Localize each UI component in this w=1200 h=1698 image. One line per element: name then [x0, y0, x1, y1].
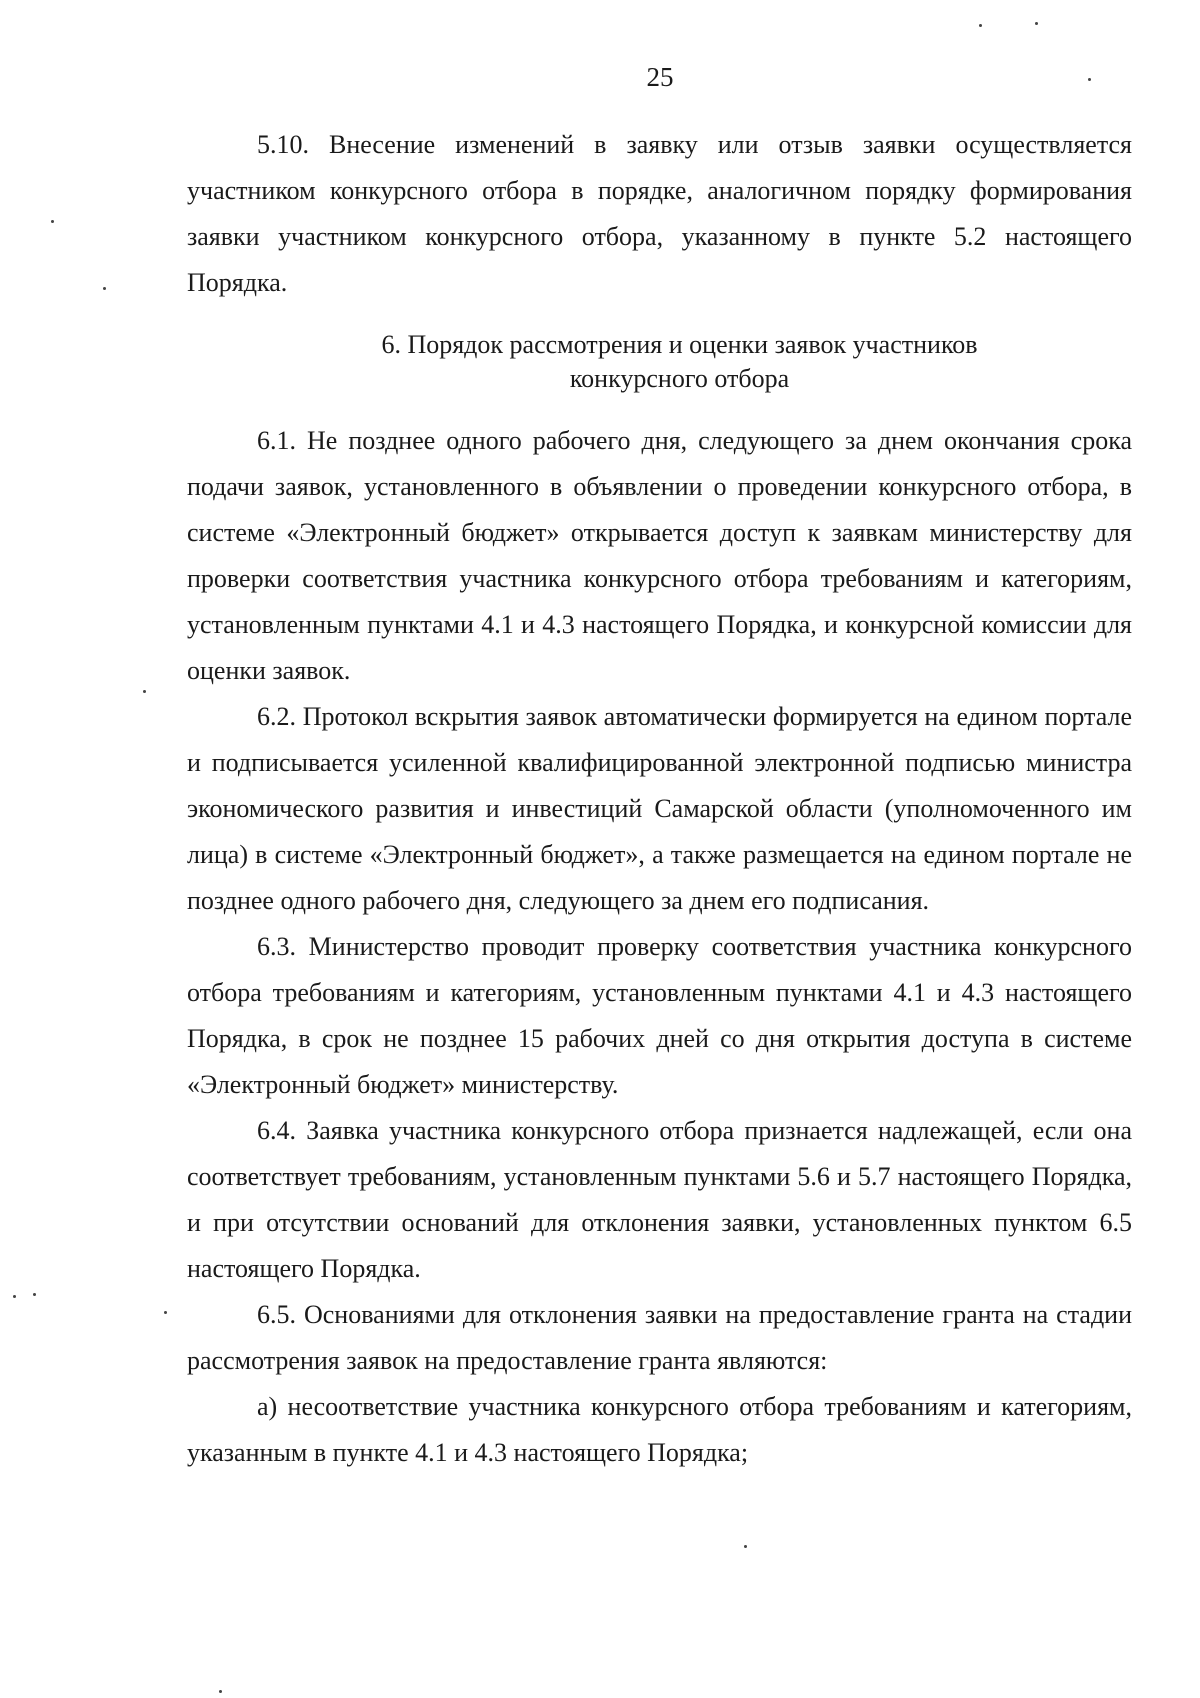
- document-body: [187, 122, 1132, 1476]
- section-6-heading-line-1: 6. Порядок рассмотрения и оценки заявок участников: [381, 330, 978, 359]
- scan-speck: [1088, 78, 1091, 81]
- page-number: 25: [646, 62, 674, 92]
- scan-speck: [219, 1690, 222, 1693]
- paragraph-6-5-a: а) несоответствие участника конкурсного отбора требованиям и категориям, указанным в пункте 4.1 и 4.3 настоящего Порядка;: [187, 1392, 1132, 1467]
- scan-speck: [1035, 22, 1038, 25]
- paragraph-6-3: 6.3. Министерство проводит проверку соответствия участника конкурсного отбора требованиям и категориям, установленным пунктами 4.1 и 4.3 настоящего Порядка, в срок не позднее 15 рабочих дней со дня открытия доступа в системе «Электронный бюджет» министерству.: [187, 932, 1132, 1099]
- scan-speck: [979, 24, 982, 27]
- section-6-heading-line-2: конкурсного отбора: [569, 364, 790, 393]
- scan-speck: [103, 287, 106, 290]
- scan-speck: [143, 690, 146, 693]
- scan-speck: [164, 1311, 167, 1314]
- scan-speck: [744, 1545, 747, 1548]
- paragraph-6-1: 6.1. Не позднее одного рабочего дня, следующего за днем окончания срока подачи заявок, установленного в объявлении о проведении конкурсного отбора, в системе «Электронный бюджет» открывается доступ к заявкам министерству для проверки соответствия участника конкурсного отбора требованиям и категориям, установленным пунктами 4.1 и 4.3 настоящего Порядка, и конкурсной комиссии для оценки заявок.: [187, 426, 1132, 685]
- paragraph-5-10: 5.10. Внесение изменений в заявку или отзыв заявки осуществляется участником конкурсного отбора в порядке, аналогичном порядку формирования заявки участником конкурсного отбора, указанному в пункте 5.2 настоящего Порядка.: [187, 130, 1132, 297]
- scan-speck: [33, 1293, 36, 1296]
- paragraph-6-2: 6.2. Протокол вскрытия заявок автоматически формируется на едином портале и подписывается усиленной квалифицированной электронной подписью министра экономического развития и инвестиций Самарской области (уполномоченного им лица) в системе «Электронный бюджет», а также размещается на едином портале не позднее одного рабочего дня, следующего за днем его подписания.: [187, 702, 1132, 915]
- scan-speck: [13, 1295, 16, 1298]
- paragraph-6-4: 6.4. Заявка участника конкурсного отбора признается надлежащей, если она соответствует требованиям, установленным пунктами 5.6 и 5.7 настоящего Порядка, и при отсутствии оснований для отклонения заявки, установленных пунктом 6.5 настоящего Порядка.: [187, 1116, 1132, 1283]
- section-6-heading: [187, 328, 1132, 396]
- scan-speck: [51, 220, 54, 223]
- paragraph-6-5: 6.5. Основаниями для отклонения заявки на предоставление гранта на стадии рассмотрения заявок на предоставление гранта являются:: [187, 1300, 1132, 1375]
